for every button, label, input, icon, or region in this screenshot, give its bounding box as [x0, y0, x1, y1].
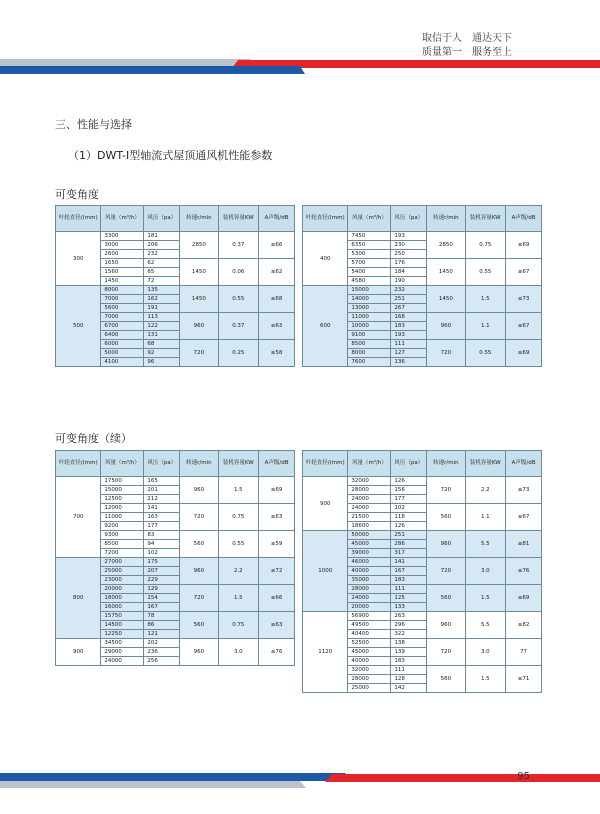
noise-cell: ≤69 [506, 232, 542, 259]
column-header: 叶轮直径/(mm) [303, 206, 348, 232]
pressure-cell: 78 [144, 612, 180, 621]
pressure-cell: 267 [391, 304, 427, 313]
pressure-cell: 167 [144, 603, 180, 612]
flow-cell: 34500 [101, 639, 144, 648]
slogan [422, 32, 522, 60]
pressure-cell: 183 [391, 322, 427, 331]
noise-cell: ≤69 [506, 340, 542, 367]
pressure-cell: 175 [144, 558, 180, 567]
pressure-cell: 131 [144, 331, 180, 340]
flow-cell: 35000 [348, 576, 391, 585]
pressure-cell: 177 [391, 495, 427, 504]
table-row [303, 232, 542, 241]
pressure-cell: 133 [391, 603, 427, 612]
diameter-cell: 1000 [303, 531, 348, 612]
table-row [56, 232, 295, 241]
pressure-cell: 286 [391, 540, 427, 549]
pressure-cell: 251 [391, 295, 427, 304]
speed-cell: 960 [427, 531, 465, 558]
header-row [56, 206, 295, 232]
noise-cell: ≤63 [259, 313, 295, 340]
performance-table [55, 450, 295, 666]
noise-cell: ≤67 [506, 313, 542, 340]
speed-cell: 560 [427, 504, 465, 531]
flow-cell: 28000 [348, 675, 391, 684]
caption-variable-angle-cont: 可变角度（续） [55, 432, 132, 445]
power-cell: 1.5 [465, 666, 506, 693]
footer-band-blue [0, 773, 352, 781]
pressure-cell: 232 [144, 250, 180, 259]
column-header: 叶轮直径/(mm) [56, 206, 101, 232]
pressure-cell: 176 [391, 259, 427, 268]
pressure-cell: 111 [391, 585, 427, 594]
column-header: 风压（pa） [144, 451, 180, 477]
noise-cell: ≤76 [506, 558, 542, 585]
power-cell: 3.0 [465, 558, 506, 585]
performance-table [55, 205, 295, 367]
flow-cell: 45000 [348, 540, 391, 549]
flow-cell: 5700 [348, 259, 391, 268]
footer-band-red [325, 774, 600, 782]
noise-cell: ≤59 [259, 531, 295, 558]
pressure-cell: 111 [391, 340, 427, 349]
flow-cell: 8500 [348, 340, 391, 349]
column-header: 风量（m³/h） [101, 451, 144, 477]
pressure-cell: 167 [391, 567, 427, 576]
pressure-cell: 163 [144, 513, 180, 522]
flow-cell: 7600 [348, 358, 391, 367]
footer-band [0, 770, 600, 790]
pressure-cell: 206 [144, 241, 180, 250]
column-header: 风压（pa） [144, 206, 180, 232]
pressure-cell: 168 [391, 313, 427, 322]
flow-cell: 15000 [101, 486, 144, 495]
flow-cell: 52500 [348, 639, 391, 648]
flow-cell: 5300 [348, 250, 391, 259]
column-header: 转速r/min [180, 451, 218, 477]
table-row [56, 639, 295, 648]
flow-cell: 20000 [101, 585, 144, 594]
flow-cell: 9200 [101, 522, 144, 531]
table-row [303, 612, 542, 621]
noise-cell: ≤81 [506, 531, 542, 558]
pressure-cell: 162 [144, 295, 180, 304]
flow-cell: 40400 [348, 630, 391, 639]
flow-cell: 8000 [101, 286, 144, 295]
pressure-cell: 154 [144, 594, 180, 603]
speed-cell: 2850 [427, 232, 465, 259]
pressure-cell: 138 [391, 639, 427, 648]
pressure-cell: 121 [144, 630, 180, 639]
pressure-cell: 102 [144, 549, 180, 558]
noise-cell: ≤82 [506, 612, 542, 639]
pressure-cell: 229 [144, 576, 180, 585]
pressure-cell: 72 [144, 277, 180, 286]
power-cell: 0.06 [218, 259, 259, 286]
flow-cell: 3300 [101, 232, 144, 241]
flow-cell: 7450 [348, 232, 391, 241]
page-number: 95 [517, 771, 530, 782]
pressure-cell: 126 [391, 522, 427, 531]
speed-cell: 960 [180, 313, 218, 340]
flow-cell: 24000 [348, 504, 391, 513]
pressure-cell: 184 [391, 268, 427, 277]
pressure-cell: 193 [391, 331, 427, 340]
speed-cell: 960 [427, 313, 465, 340]
pressure-cell: 183 [391, 576, 427, 585]
flow-cell: 25000 [101, 567, 144, 576]
speed-cell: 1450 [427, 286, 465, 313]
speed-cell: 560 [427, 666, 465, 693]
speed-cell: 720 [180, 585, 218, 612]
pressure-cell: 317 [391, 549, 427, 558]
pressure-cell: 65 [144, 268, 180, 277]
pressure-cell: 191 [144, 304, 180, 313]
pressure-cell: 135 [144, 286, 180, 295]
pressure-cell: 142 [391, 684, 427, 693]
flow-cell: 24000 [348, 594, 391, 603]
flow-cell: 14500 [101, 621, 144, 630]
flow-cell: 21500 [348, 513, 391, 522]
power-cell: 1.5 [465, 585, 506, 612]
speed-cell: 560 [427, 585, 465, 612]
speed-cell: 720 [427, 340, 465, 367]
flow-cell: 40000 [348, 567, 391, 576]
flow-cell: 1450 [101, 277, 144, 286]
flow-cell: 24000 [101, 657, 144, 666]
slogan-text: 服务至上 [472, 47, 512, 58]
column-header: 装机容量KW [465, 206, 506, 232]
noise-cell: ≤73 [506, 477, 542, 504]
pressure-cell: 322 [391, 630, 427, 639]
noise-cell: ≤69 [259, 477, 295, 504]
flow-cell: 6400 [101, 331, 144, 340]
power-cell: 0.55 [465, 259, 506, 286]
flow-cell: 7200 [101, 549, 144, 558]
power-cell: 0.75 [218, 504, 259, 531]
power-cell: 0.75 [465, 232, 506, 259]
flow-cell: 15000 [348, 286, 391, 295]
flow-cell: 39000 [348, 549, 391, 558]
power-cell: 0.25 [218, 340, 259, 367]
flow-cell: 12250 [101, 630, 144, 639]
column-header: 装机容量KW [218, 451, 259, 477]
power-cell: 0.55 [218, 286, 259, 313]
pressure-cell: 125 [391, 594, 427, 603]
flow-cell: 16000 [101, 603, 144, 612]
flow-cell: 12500 [101, 495, 144, 504]
pressure-cell: 128 [391, 675, 427, 684]
power-cell: 5.5 [465, 531, 506, 558]
noise-cell: ≤67 [506, 259, 542, 286]
flow-cell: 23000 [101, 576, 144, 585]
power-cell: 3.0 [218, 639, 259, 666]
diameter-cell: 900 [56, 639, 101, 666]
pressure-cell: 86 [144, 621, 180, 630]
header-row [303, 206, 542, 232]
power-cell: 1.5 [218, 477, 259, 504]
flow-cell: 24000 [348, 495, 391, 504]
table-row [56, 477, 295, 486]
flow-cell: 28000 [348, 585, 391, 594]
flow-cell: 8500 [101, 540, 144, 549]
column-header: 转速r/min [180, 206, 218, 232]
pressure-cell: 96 [144, 358, 180, 367]
flow-cell: 32000 [348, 666, 391, 675]
flow-cell: 5600 [101, 304, 144, 313]
column-header: A声级/dB [259, 451, 295, 477]
pressure-cell: 141 [391, 558, 427, 567]
pressure-cell: 118 [391, 513, 427, 522]
flow-cell: 7000 [101, 313, 144, 322]
speed-cell: 720 [427, 558, 465, 585]
flow-cell: 18600 [348, 522, 391, 531]
column-header: A声级/dB [506, 451, 542, 477]
table-subtitle: （1）DWT-Ⅰ型轴流式屋顶通风机性能参数 [68, 149, 273, 162]
caption-variable-angle: 可变角度 [55, 188, 99, 201]
pressure-cell: 165 [144, 477, 180, 486]
speed-cell: 560 [180, 612, 218, 639]
diameter-cell: 800 [56, 558, 101, 639]
flow-cell: 11000 [101, 513, 144, 522]
column-header: 转速r/min [427, 206, 465, 232]
flow-cell: 9300 [101, 531, 144, 540]
column-header: 风压（pa） [391, 206, 427, 232]
footer-band-gray [0, 781, 306, 788]
flow-cell: 6350 [348, 241, 391, 250]
power-cell: 0.55 [218, 531, 259, 558]
power-cell: 3.0 [465, 639, 506, 666]
speed-cell: 1450 [180, 259, 218, 286]
diameter-cell: 300 [56, 232, 101, 286]
pressure-cell: 193 [391, 232, 427, 241]
header-band-blue [0, 66, 305, 74]
power-cell: 2.2 [218, 558, 259, 585]
header-row [56, 451, 295, 477]
pressure-cell: 177 [144, 522, 180, 531]
noise-cell: ≤62 [259, 259, 295, 286]
pressure-cell: 126 [391, 477, 427, 486]
pressure-cell: 127 [391, 349, 427, 358]
noise-cell: ≤72 [259, 558, 295, 585]
speed-cell: 720 [180, 504, 218, 531]
flow-cell: 8000 [348, 349, 391, 358]
noise-cell: ≤67 [506, 504, 542, 531]
noise-cell: ≤66 [259, 585, 295, 612]
flow-cell: 2600 [101, 250, 144, 259]
flow-cell: 40000 [348, 657, 391, 666]
pressure-cell: 251 [391, 531, 427, 540]
flow-cell: 32000 [348, 477, 391, 486]
speed-cell: 720 [427, 639, 465, 666]
pressure-cell: 156 [391, 486, 427, 495]
slogan-text: 通达天下 [472, 33, 512, 44]
flow-cell: 7000 [101, 295, 144, 304]
pressure-cell: 212 [144, 495, 180, 504]
flow-cell: 13000 [348, 304, 391, 313]
column-header: 风量（m³/h） [348, 451, 391, 477]
flow-cell: 1560 [101, 268, 144, 277]
power-cell: 0.75 [218, 612, 259, 639]
noise-cell: ≤58 [259, 340, 295, 367]
flow-cell: 28000 [348, 486, 391, 495]
pressure-cell: 102 [391, 504, 427, 513]
flow-cell: 17500 [101, 477, 144, 486]
column-header: 转速r/min [427, 451, 465, 477]
flow-cell: 11000 [348, 313, 391, 322]
performance-table [302, 205, 542, 367]
flow-cell: 1650 [101, 259, 144, 268]
diameter-cell: 1120 [303, 612, 348, 693]
column-header: 装机容量KW [218, 206, 259, 232]
flow-cell: 29000 [101, 648, 144, 657]
pressure-cell: 236 [144, 648, 180, 657]
speed-cell: 1450 [180, 286, 218, 313]
pressure-cell: 230 [391, 241, 427, 250]
pressure-cell: 139 [391, 648, 427, 657]
speed-cell: 2850 [180, 232, 218, 259]
flow-cell: 5000 [101, 349, 144, 358]
table-row [303, 477, 542, 486]
power-cell: 2.2 [465, 477, 506, 504]
power-cell: 5.5 [465, 612, 506, 639]
pressure-cell: 232 [391, 286, 427, 295]
pressure-cell: 296 [391, 621, 427, 630]
pressure-cell: 202 [144, 639, 180, 648]
column-header: 风压（pa） [391, 451, 427, 477]
flow-cell: 15750 [101, 612, 144, 621]
section-title: 三、性能与选择 [55, 118, 132, 131]
header-band-gray [0, 59, 262, 66]
column-header: 叶轮直径/(mm) [303, 451, 348, 477]
flow-cell: 3000 [101, 241, 144, 250]
pressure-cell: 201 [144, 486, 180, 495]
pressure-cell: 83 [144, 531, 180, 540]
noise-cell: ≤63 [259, 612, 295, 639]
flow-cell: 9100 [348, 331, 391, 340]
noise-cell: ≤68 [259, 286, 295, 313]
speed-cell: 960 [180, 558, 218, 585]
column-header: 风量（m³/h） [348, 206, 391, 232]
column-header: A声级/dB [506, 206, 542, 232]
power-cell: 0.37 [218, 313, 259, 340]
noise-cell: ≤66 [259, 232, 295, 259]
speed-cell: 1450 [427, 259, 465, 286]
flow-cell: 6000 [101, 340, 144, 349]
flow-cell: 14000 [348, 295, 391, 304]
pressure-cell: 190 [391, 277, 427, 286]
noise-cell: ≤71 [506, 666, 542, 693]
flow-cell: 5400 [348, 268, 391, 277]
column-header: 装机容量KW [465, 451, 506, 477]
power-cell: 1.5 [218, 585, 259, 612]
pressure-cell: 183 [391, 657, 427, 666]
power-cell: 0.37 [218, 232, 259, 259]
pressure-cell: 256 [144, 657, 180, 666]
pressure-cell: 141 [144, 504, 180, 513]
speed-cell: 560 [180, 531, 218, 558]
noise-cell: ≤69 [506, 585, 542, 612]
diameter-cell: 900 [303, 477, 348, 531]
speed-cell: 720 [180, 340, 218, 367]
flow-cell: 20000 [348, 603, 391, 612]
diameter-cell: 600 [303, 286, 348, 367]
column-header: A声级/dB [259, 206, 295, 232]
pressure-cell: 122 [144, 322, 180, 331]
speed-cell: 960 [427, 612, 465, 639]
speed-cell: 960 [180, 477, 218, 504]
noise-cell: ≤76 [259, 639, 295, 666]
pressure-cell: 68 [144, 340, 180, 349]
flow-cell: 4100 [101, 358, 144, 367]
pressure-cell: 113 [144, 313, 180, 322]
flow-cell: 18000 [101, 594, 144, 603]
pressure-cell: 207 [144, 567, 180, 576]
flow-cell: 12000 [101, 504, 144, 513]
flow-cell: 56900 [348, 612, 391, 621]
power-cell: 0.55 [465, 340, 506, 367]
table-row [303, 286, 542, 295]
pressure-cell: 94 [144, 540, 180, 549]
diameter-cell: 500 [56, 286, 101, 367]
flow-cell: 46000 [348, 558, 391, 567]
pressure-cell: 250 [391, 250, 427, 259]
pressure-cell: 263 [391, 612, 427, 621]
speed-cell: 960 [180, 639, 218, 666]
flow-cell: 45000 [348, 648, 391, 657]
column-header: 叶轮直径/(mm) [56, 451, 101, 477]
table-row [303, 531, 542, 540]
table-row [56, 558, 295, 567]
slogan-text: 取信于人 [422, 33, 462, 44]
speed-cell: 720 [427, 477, 465, 504]
power-cell: 1.5 [465, 286, 506, 313]
diameter-cell: 400 [303, 232, 348, 286]
diameter-cell: 700 [56, 477, 101, 558]
flow-cell: 25000 [348, 684, 391, 693]
pressure-cell: 62 [144, 259, 180, 268]
flow-cell: 4580 [348, 277, 391, 286]
flow-cell: 6700 [101, 322, 144, 331]
pressure-cell: 111 [391, 666, 427, 675]
flow-cell: 49500 [348, 621, 391, 630]
pressure-cell: 129 [144, 585, 180, 594]
noise-cell: ≤63 [259, 504, 295, 531]
slogan-text: 质量第一 [422, 47, 462, 58]
column-header: 风量（m³/h） [101, 206, 144, 232]
noise-cell: 77 [506, 639, 542, 666]
table-row [56, 286, 295, 295]
pressure-cell: 92 [144, 349, 180, 358]
power-cell: 1.1 [465, 313, 506, 340]
power-cell: 1.1 [465, 504, 506, 531]
pressure-cell: 136 [391, 358, 427, 367]
flow-cell: 27000 [101, 558, 144, 567]
pressure-cell: 181 [144, 232, 180, 241]
performance-table [302, 450, 542, 693]
flow-cell: 50000 [348, 531, 391, 540]
noise-cell: ≤73 [506, 286, 542, 313]
flow-cell: 10000 [348, 322, 391, 331]
header-row [303, 451, 542, 477]
